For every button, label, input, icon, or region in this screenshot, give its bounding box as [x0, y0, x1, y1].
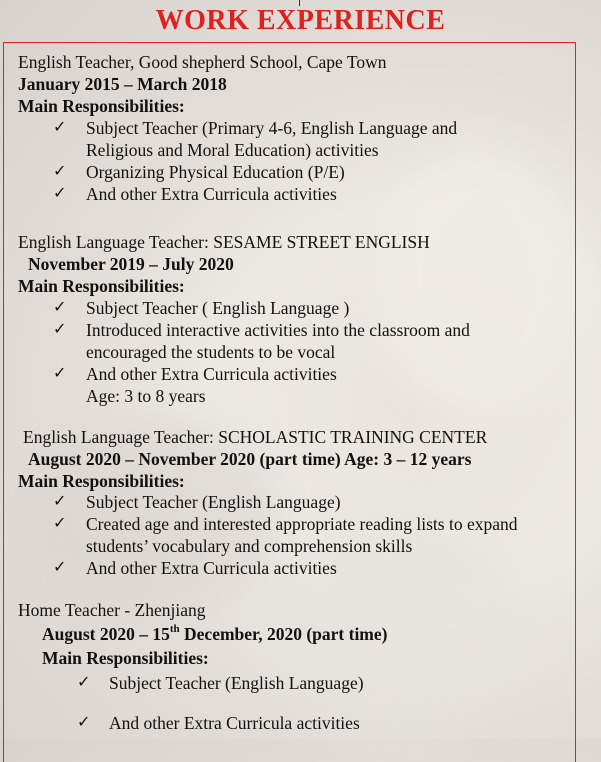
job-2-heading: English Language Teacher: SESAME STREET ENGLISH — [18, 232, 430, 252]
check-icon: ✓ — [53, 119, 67, 136]
check-icon: ✓ — [53, 493, 67, 510]
job-3-heading: English Language Teacher: SCHOLASTIC TRAINING CENTER — [23, 427, 488, 447]
job-3-item: students’ vocabulary and comprehension skills — [86, 536, 413, 556]
job-4-heading: Home Teacher - Zhenjiang — [18, 600, 206, 620]
check-icon: ✓ — [53, 515, 67, 532]
check-icon: ✓ — [53, 163, 67, 180]
job-3-resp-label: Main Responsibilities: — [18, 471, 185, 491]
job-2-item: encouraged the students to be vocal — [86, 342, 336, 362]
job-2-resp-label: Main Responsibilities: — [18, 276, 185, 296]
job-3-item: Created age and interested appropriate reading lists to expand — [86, 514, 518, 534]
job-2-item: Introduced interactive activities into the classroom and — [86, 320, 470, 340]
check-icon: ✓ — [53, 559, 67, 576]
job-4-dates: August 2020 – 15th December, 2020 (part time) — [42, 623, 388, 644]
check-icon: ✓ — [53, 185, 67, 202]
job-1-item: Religious and Moral Education) activities — [86, 140, 379, 160]
job-4-item: Subject Teacher (English Language) — [109, 673, 364, 693]
experience-frame — [3, 42, 576, 762]
check-icon: ✓ — [53, 365, 67, 382]
job-4-resp-label: Main Responsibilities: — [42, 648, 209, 668]
job-3-item: And other Extra Curricula activities — [86, 558, 337, 578]
check-icon: ✓ — [53, 299, 67, 316]
job-1-heading: English Teacher, Good shepherd School, Cape Town — [18, 52, 387, 72]
section-title: WORK EXPERIENCE — [155, 5, 446, 36]
check-icon: ✓ — [53, 321, 67, 338]
job-2-dates: November 2019 – July 2020 — [28, 254, 234, 274]
check-icon: ✓ — [77, 714, 91, 731]
job-3-dates: August 2020 – November 2020 (part time) Age: 3 – 12 years — [28, 449, 472, 469]
job-1-item: And other Extra Curricula activities — [86, 184, 337, 204]
job-1-item: Organizing Physical Education (P/E) — [86, 162, 345, 182]
job-2-item: Subject Teacher ( English Language ) — [86, 298, 350, 318]
job-4-item: And other Extra Curricula activities — [109, 713, 360, 733]
job-1-dates: January 2015 – March 2018 — [18, 74, 227, 94]
job-2-item: And other Extra Curricula activities — [86, 364, 337, 384]
job-2-item: Age: 3 to 8 years — [86, 386, 206, 406]
check-icon: ✓ — [77, 674, 91, 691]
job-3-item: Subject Teacher (English Language) — [86, 492, 341, 512]
job-1-resp-label: Main Responsibilities: — [18, 96, 185, 116]
job-1-item: Subject Teacher (Primary 4-6, English Language and — [86, 118, 458, 138]
